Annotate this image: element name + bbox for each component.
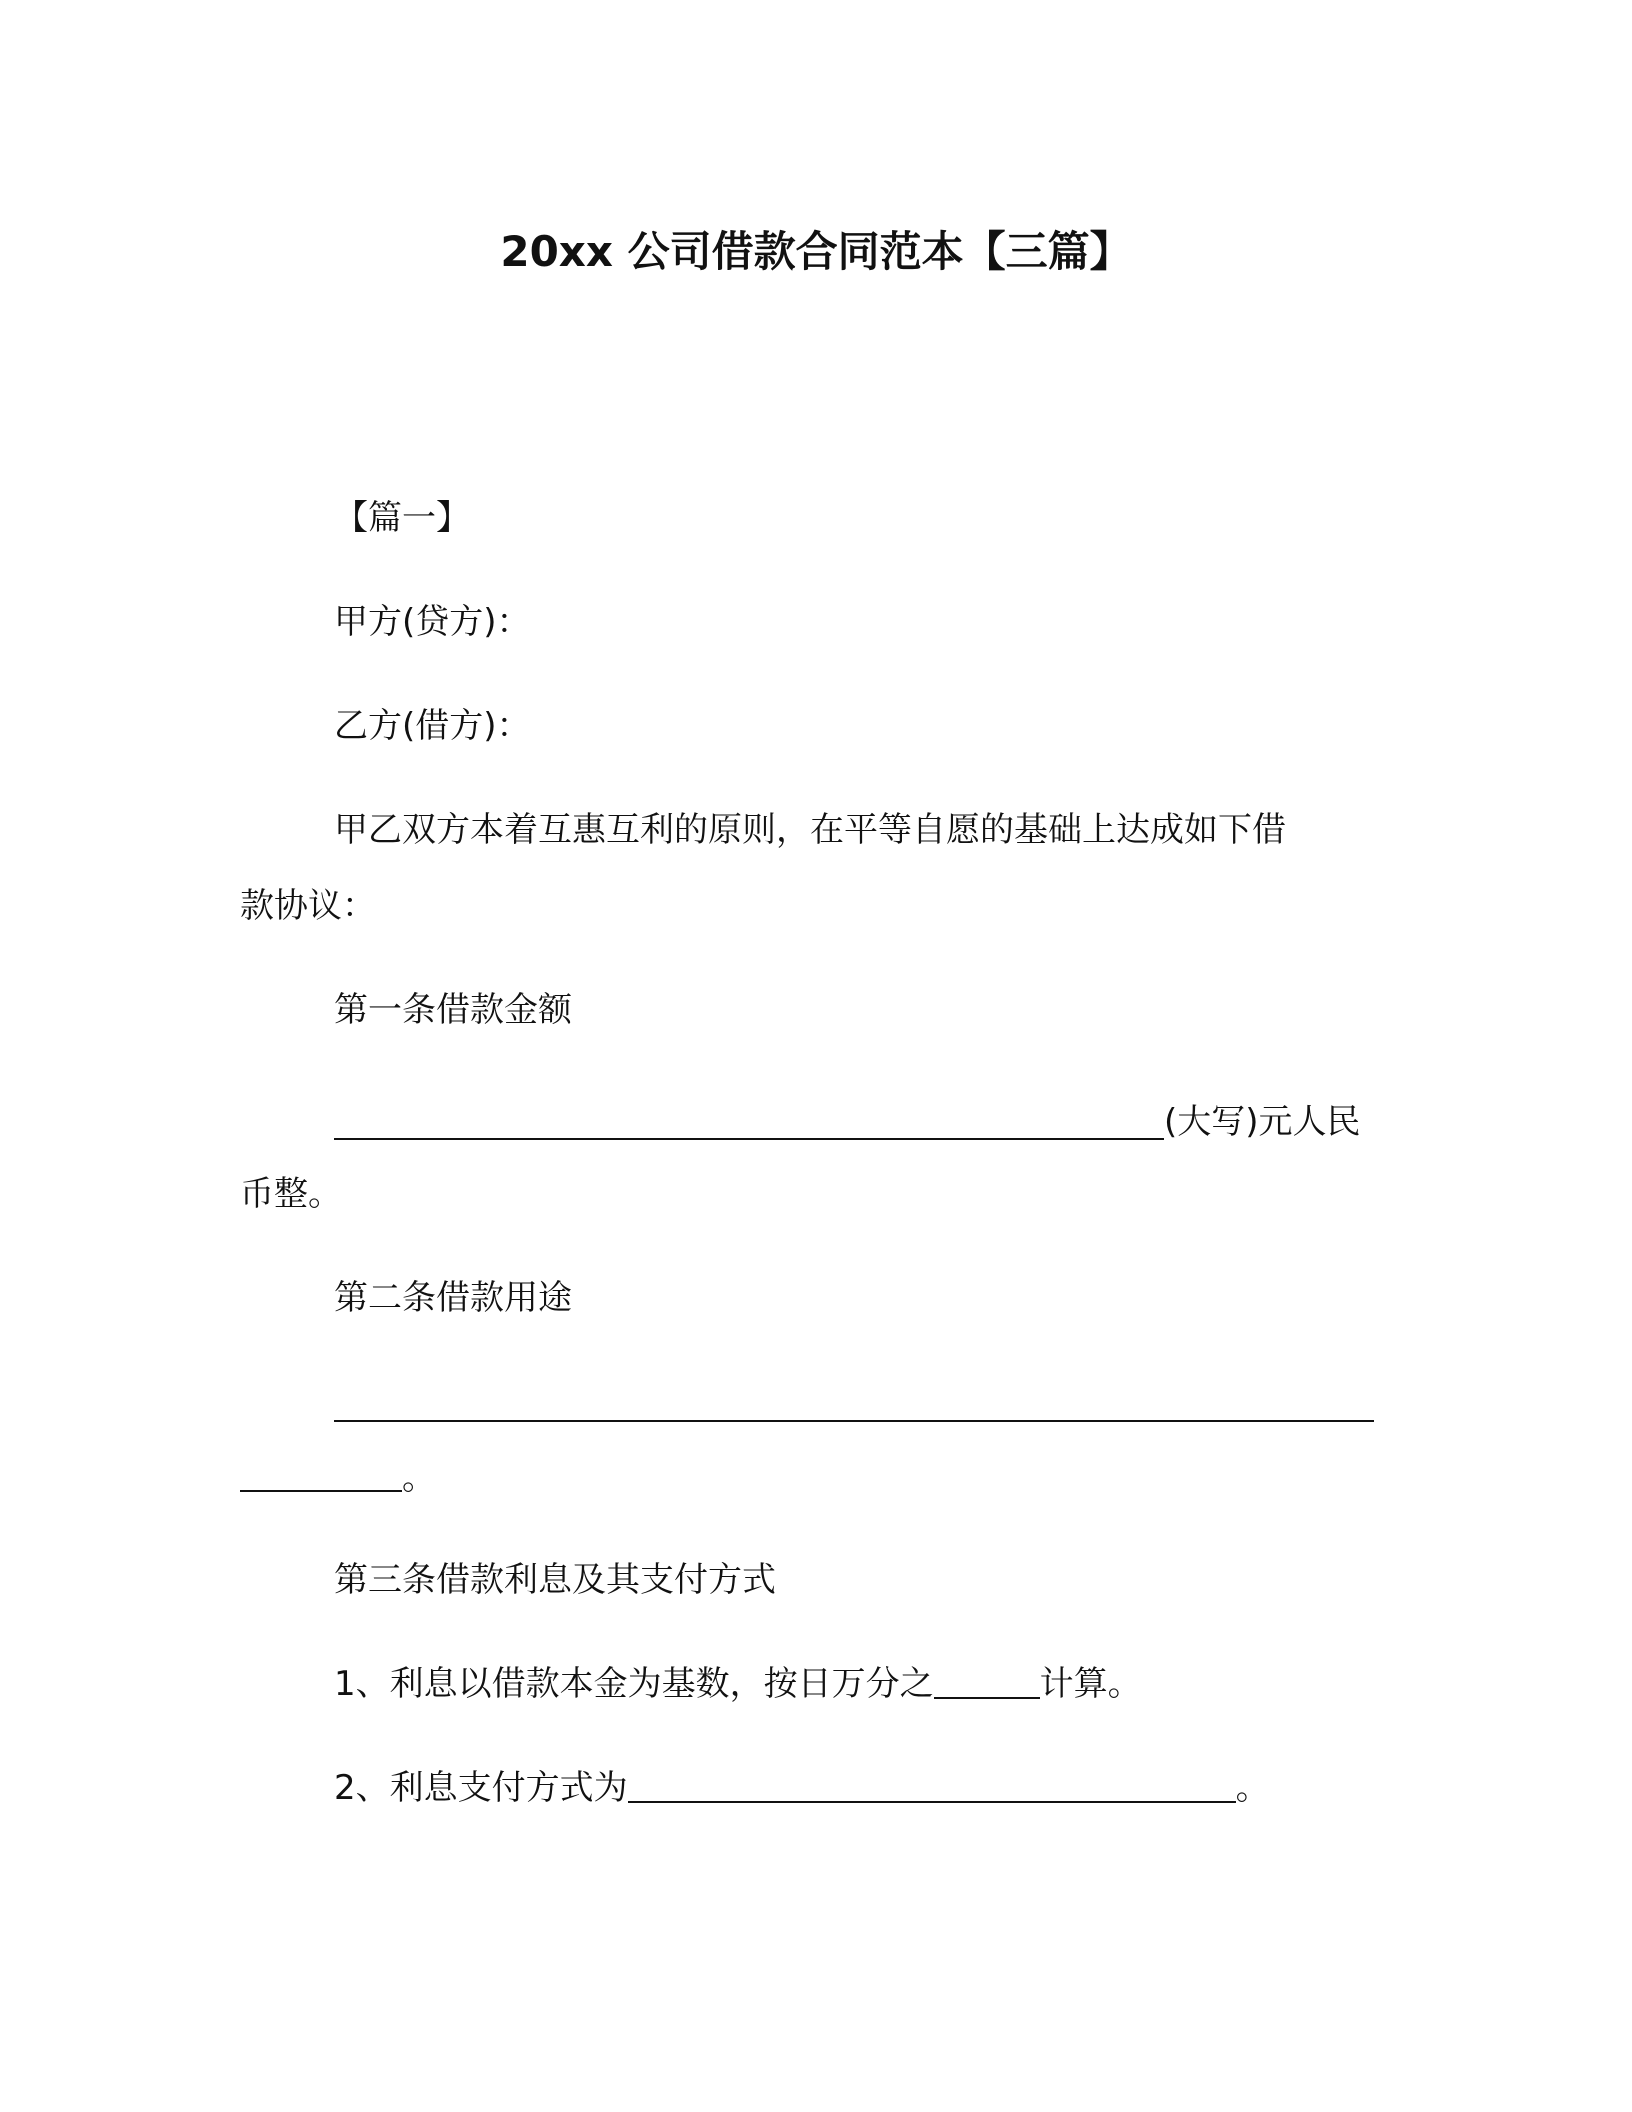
party-b-line: 乙方(借方)： bbox=[334, 706, 531, 746]
interest-item-2-prefix: 2、利息支付方式为 bbox=[334, 1768, 628, 1808]
intro-paragraph-line-2: 款协议： bbox=[240, 886, 376, 926]
purpose-blank-line-2 bbox=[240, 1490, 402, 1492]
amount-blank-line bbox=[334, 1138, 1164, 1140]
purpose-blank-line-1 bbox=[334, 1420, 1374, 1422]
document-title: 20xx 公司借款合同范本【三篇】 bbox=[500, 227, 1132, 276]
interest-item-1 bbox=[334, 1660, 1142, 1708]
section-label: 【篇一】 bbox=[334, 498, 470, 538]
purpose-end-mark: 。 bbox=[402, 1458, 436, 1498]
amount-suffix: (大写)元人民 bbox=[1164, 1102, 1361, 1142]
amount-line-2: 币整。 bbox=[240, 1174, 342, 1214]
article-3-title: 第三条借款利息及其支付方式 bbox=[334, 1560, 776, 1600]
article-2-title: 第二条借款用途 bbox=[334, 1278, 572, 1318]
interest-rate-blank bbox=[934, 1697, 1040, 1699]
party-a-line: 甲方(贷方)： bbox=[334, 602, 531, 642]
interest-item-2 bbox=[334, 1764, 1270, 1812]
interest-item-1-suffix: 计算。 bbox=[1039, 1664, 1142, 1704]
payment-method-blank bbox=[628, 1801, 1236, 1803]
intro-paragraph-line-1: 甲乙双方本着互惠互利的原则，在平等自愿的基础上达成如下借 bbox=[334, 810, 1286, 850]
article-1-title: 第一条借款金额 bbox=[334, 990, 572, 1030]
interest-item-1-prefix: 1、利息以借款本金为基数，按日万分之 bbox=[334, 1664, 934, 1704]
interest-item-2-suffix: 。 bbox=[1235, 1768, 1270, 1808]
